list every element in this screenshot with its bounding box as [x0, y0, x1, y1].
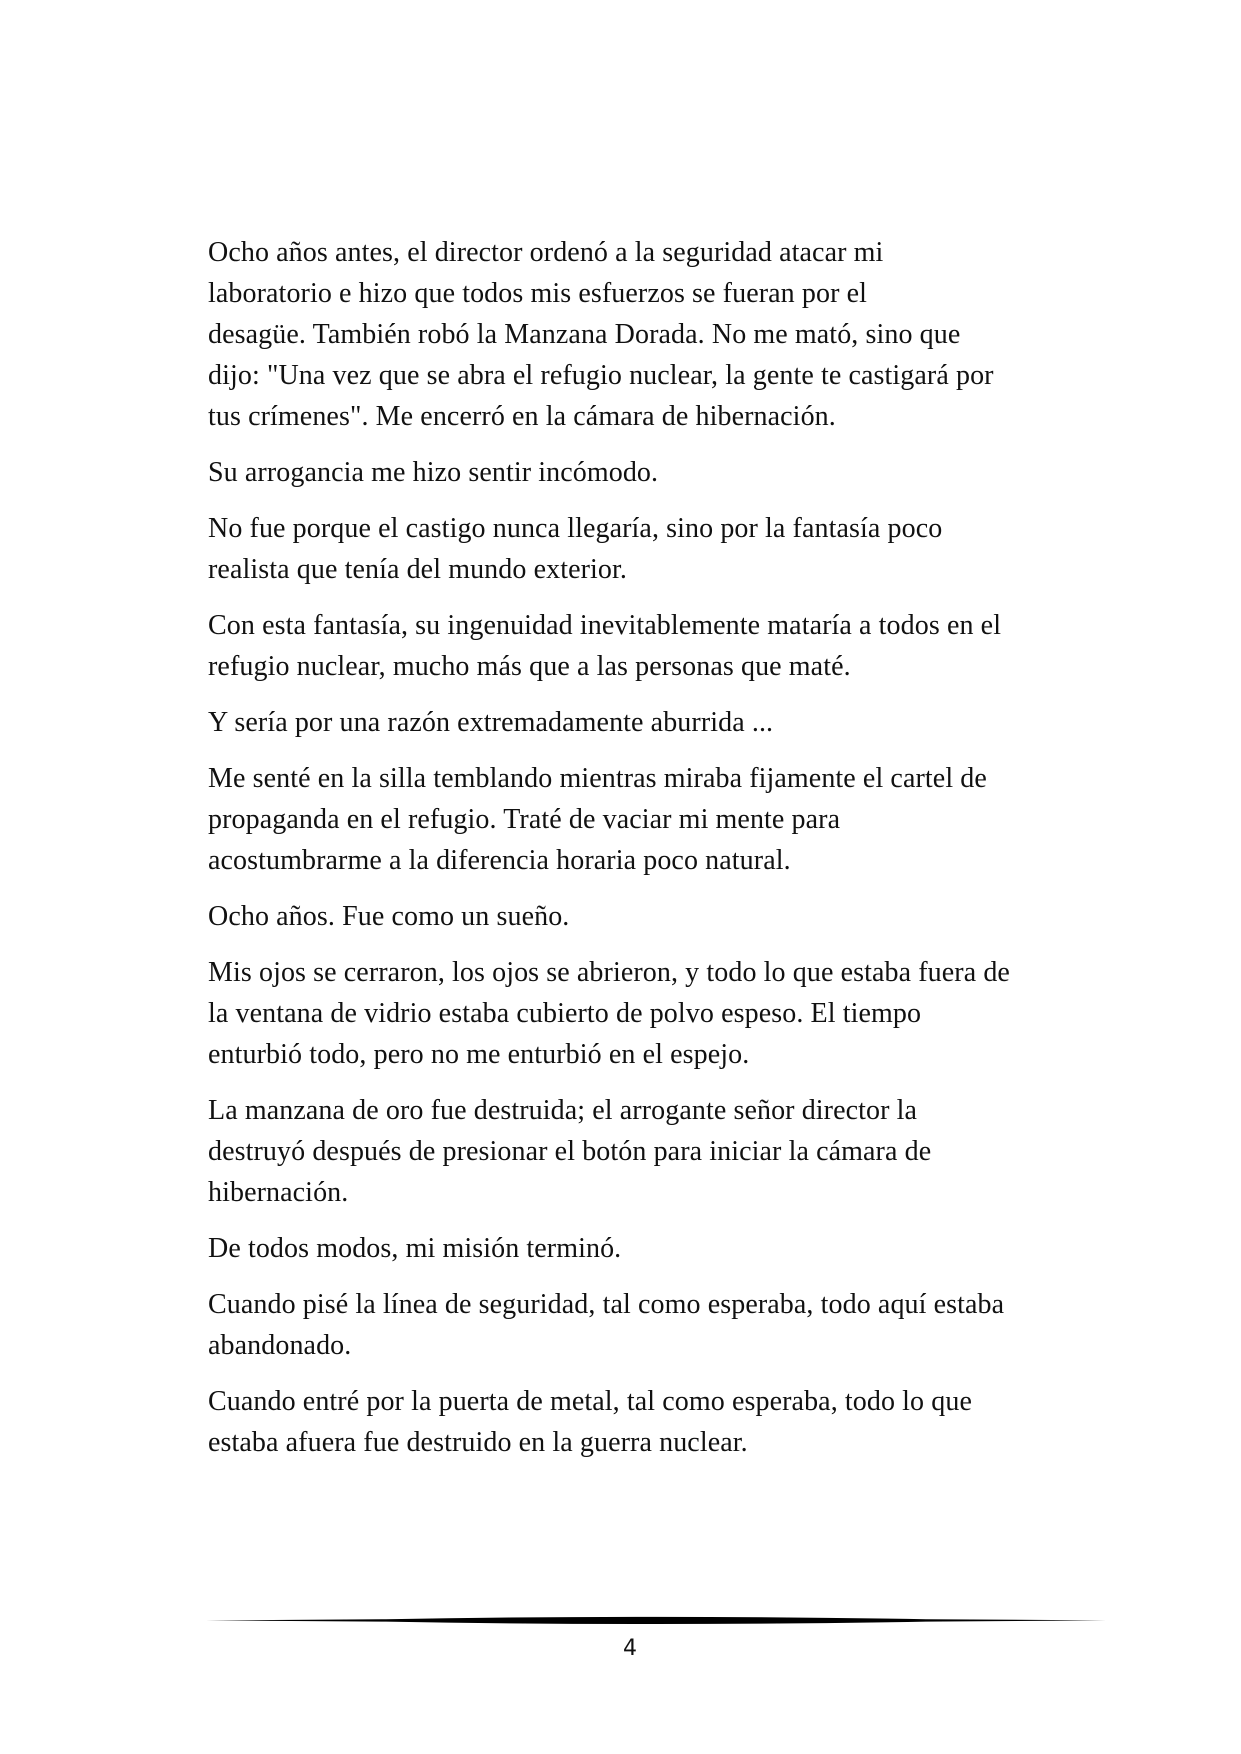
- paragraph: [208, 702, 1076, 743]
- text-line: destruyó después de presionar el botón para iniciar la cámara de: [208, 1136, 932, 1167]
- text-line: Con esta fantasía, su ingenuidad inevitablemente mataría a todos en el: [208, 610, 1002, 641]
- text-line: abandonado.: [208, 1330, 352, 1361]
- paragraph: [208, 232, 1076, 437]
- text-line: Mis ojos se cerraron, los ojos se abrieron, y todo lo que estaba fuera de: [208, 957, 1010, 988]
- paragraph: [208, 1284, 1076, 1366]
- text-line: Y sería por una razón extremadamente aburrida ...: [208, 707, 774, 738]
- body-text: [208, 232, 1076, 1478]
- paragraph: [208, 452, 1076, 493]
- text-line: De todos modos, mi misión terminó.: [208, 1233, 622, 1264]
- paragraph: [208, 508, 1076, 590]
- footer-rule-shape: [206, 1617, 1106, 1624]
- text-line: Cuando pisé la línea de seguridad, tal como esperaba, todo aquí estaba: [208, 1289, 1005, 1320]
- text-line: realista que tenía del mundo exterior.: [208, 554, 627, 585]
- text-line: Ocho años antes, el director ordenó a la seguridad atacar mi: [208, 237, 884, 268]
- text-line: desagüe. También robó la Manzana Dorada. No me mató, sino que: [208, 319, 961, 350]
- footer-rule: [206, 1614, 1106, 1628]
- text-line: dijo: "Una vez que se abra el refugio nuclear, la gente te castigará por: [208, 360, 994, 391]
- page-number: 4: [623, 1636, 637, 1661]
- paragraph: [208, 896, 1076, 937]
- text-line: No fue porque el castigo nunca llegaría, sino por la fantasía poco: [208, 513, 943, 544]
- paragraph: [208, 1228, 1076, 1269]
- text-line: Ocho años. Fue como un sueño.: [208, 901, 570, 932]
- paragraph: [208, 758, 1076, 881]
- text-line: La manzana de oro fue destruida; el arrogante señor director la: [208, 1095, 918, 1126]
- text-line: acostumbrarme a la diferencia horaria poco natural.: [208, 845, 791, 876]
- text-line: Me senté en la silla temblando mientras miraba fijamente el cartel de: [208, 763, 987, 794]
- text-line: la ventana de vidrio estaba cubierto de polvo espeso. El tiempo: [208, 998, 922, 1029]
- text-line: estaba afuera fue destruido en la guerra nuclear.: [208, 1427, 748, 1458]
- text-line: refugio nuclear, mucho más que a las personas que maté.: [208, 651, 851, 682]
- text-line: tus crímenes". Me encerró en la cámara de hibernación.: [208, 401, 836, 432]
- text-line: Cuando entré por la puerta de metal, tal como esperaba, todo lo que: [208, 1386, 972, 1417]
- paragraph: [208, 1381, 1076, 1463]
- text-line: enturbió todo, pero no me enturbió en el espejo.: [208, 1039, 750, 1070]
- text-line: hibernación.: [208, 1177, 349, 1208]
- text-line: Su arrogancia me hizo sentir incómodo.: [208, 457, 659, 488]
- paragraph: [208, 952, 1076, 1075]
- paragraph: [208, 1090, 1076, 1213]
- text-line: propaganda en el refugio. Traté de vaciar mi mente para: [208, 804, 841, 835]
- paragraph: [208, 605, 1076, 687]
- text-line: laboratorio e hizo que todos mis esfuerzos se fueran por el: [208, 278, 868, 309]
